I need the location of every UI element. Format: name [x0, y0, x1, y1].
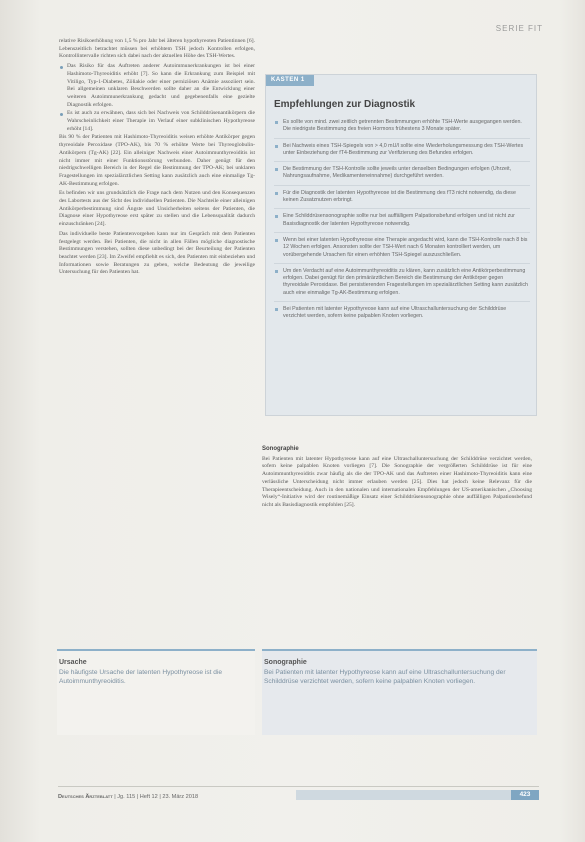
section-heading: Sonographie — [262, 446, 299, 452]
body-paragraph: Das individuelle beste Patientenvorgehen kann nur im Gespräch mit dem Patienten festgelegt werden. Bei Patienten, die nicht in allen Fällen mögliche diagnostische Bestimmungen verstehen, sollten diese unbedingt bei der Beurteilung der Patienten beachtet werden [23]. Im Zweifel empfiehlt es sich, den Patienten mit einbeziehen und Informationen sowie Beratungen zu geben, welche Bedeutung die jeweilige Untersuchung für den Patienten hat. — [59, 230, 255, 276]
summary-box-cause — [57, 649, 255, 735]
issue-info: | Jg. 115 | Heft 12 | 23. März 2018 — [114, 794, 199, 800]
intro-paragraph: relative Risikoerhöhung von 1,5 % pro Jahr bei älteren hypothyreoten Patientinnen [6]. Lebenszeitlich betrachtet müssen bei erhöhtem TSH jedoch Kontrollen erfolgen, Kontrollintervalle richten sich dabei nach der aktuellen Höhe des TSH-Wertes. — [59, 38, 255, 60]
summary-box-sonography — [262, 649, 537, 735]
summary-text: Bei Patienten mit latenter Hypothyreose kann auf eine Ultraschalluntersuchung der Schilddrüse verzichtet werden, sofern keine palpablen Knoten vorliegen. — [264, 669, 506, 685]
footer-bar — [296, 790, 539, 800]
magazine-name: Deutsches Ärzteblatt — [58, 794, 113, 800]
recommendation-item: Die Bestimmung der TSH-Kontrolle sollte jeweils unter denselben Bedingungen erfolgen (Uhrzeit, Nahrungsaufnahme, Medikamenteneinnahme) durchgeführt werden. — [274, 166, 530, 186]
recommendation-item: Für die Diagnostik der latenten Hypothyreose ist die Bestimmung des fT3 nicht notwendig, da diese keinen Zusatznutzen erbringt. — [274, 190, 530, 210]
summary-text: Die häufigste Ursache der latenten Hypothyreose ist die Autoimmunthyreoiditis. — [59, 669, 223, 685]
body-paragraph: Es befinden wir uns grundsätzlich die Frage nach dem Nutzen und den Konsequenzen des Labortests aus der Sicht des individuellen Patienten. Die Nachteile einer alleinigen Antikörperbestimmung sind Ängste und Unsicherheiten seitens der Patienten, die Diagnose einer Hypothyreose erst später zu stellen und die Lebensqualität dadurch einzuschränken [24]. — [59, 190, 255, 228]
recommendation-item: Bei Nachweis eines TSH-Spiegels von > 4,0 mU/l sollte eine Wiederholungsmessung des TSH-Wertes unter Einbeziehung der fT4-Bestimmung zur Verifizierung des Befundes erfolgen. — [274, 143, 530, 163]
footer-citation — [58, 794, 198, 800]
box-tag: KASTEN 1 — [266, 75, 314, 86]
body-paragraph: Bis 90 % der Patienten mit Hashimoto-Thyreoiditis weisen erhöhte Antikörper gegen thyreoidale Peroxidase (TPO-AK), bis 70 % erhöhte Werte bei Thyreoglobulin-Antikörpern (Tg-AK) [22]. Ein alleiniger Nachweis einer Autoimmunthyreoiditis ist nicht immer mit einer Funktionsstörung verbunden. Daher genügt für den niedrigschwelligen Bereich in der Regel die Bestimmung der TPO-AK; bei unklaren Fragestellungen im spezialärztlichen Setting kann zusätzlich auch eine einmalige Tg-AK-Bestimmung erfolgen. — [59, 134, 255, 187]
body-paragraph: Bei Patienten mit latenter Hypothyreose kann auf eine Ultraschalluntersuchung der Schilddrüse verzichtet werden, sofern keine palpablen Knoten vorliegen [7]. Die Sonographie der vergrößerten Schilddrüse ist für eine Autoimmunthyreoiditis zwar häufig als die der TPO-AK und das Auftreten einer Hashimoto-Thyreoiditis kann eine verlässliche Unterscheidung nicht immer erlauben werden [25]. Dies hat jedoch keine Relevanz für die Therapieentscheidung. Auch in den nationalen und internationalen Empfehlungen der US-amerikanischen „Choosing Wisely“-Initiative wird der routinemäßige Einsatz einer Schilddrüsensonographie ohne auffälligen Palpationsbefund nicht als Basisdiagnostik empfohlen [25]. — [262, 455, 532, 508]
recommendations-box — [265, 74, 537, 416]
page-number: 423 — [511, 790, 539, 800]
footer-divider — [58, 786, 539, 787]
summary-heading: Sonographie — [264, 659, 307, 666]
recommendation-item: Eine Schilddrüsensonographie sollte nur bei auffälligem Palpationsbefund erfolgen und ist nicht zur Basisdiagnostik der latenten Hypothyreose notwendig. — [274, 213, 530, 233]
summary-heading: Ursache — [59, 659, 87, 666]
left-text-column — [59, 38, 255, 279]
recommendation-item: Bei Patienten mit latenter Hypothyreose kann auf eine Ultraschalluntersuchung der Schilddrüse verzichtet werden, sofern keine palpablen Knoten vorliegen. — [274, 306, 530, 325]
recommendation-item: Wenn bei einer latenten Hypothyreose eine Therapie angedacht wird, kann die TSH-Kontrolle nach 8 bis 12 Wochen erfolgen. Ansonsten sollte der TSH-Wert nach 6 Monaten kontrolliert werden, um vorübergehende Ursachen für einen erhöhten TSH-Spiegel auszuschließen. — [274, 237, 530, 264]
running-head: SERIE FIT — [495, 24, 543, 33]
bullet-list — [59, 63, 255, 133]
box-title: Empfehlungen zur Diagnostik — [274, 99, 416, 110]
recommendation-item: Um den Verdacht auf eine Autoimmunthyreoiditis zu klären, kann zusätzlich eine Antikörperbestimmung erfolgen. Dabei genügt für den primärärztlichen Bereich die Bestimmung der Antikörper gegen thyreoidale Peroxidase. Bei persistierenden Fragestellungen im spezialärztlichen Setting kann zusätzlich auch eine einmalige Tg-AK-Bestimmung erfolgen. — [274, 268, 530, 302]
right-text-column — [262, 446, 532, 510]
recommendation-item: Es sollte von mind. zwei zeitlich getrennten Bestimmungen erhöhte TSH-Werte ausgegangen werden. Die niedrigste Bestimmung des freien Hormons frühestens 3 Monate später. — [274, 119, 530, 139]
bullet-item: Es ist auch zu erwähnen, dass sich bei Nachweis von Schilddrüsenantikörpern die Wahrscheinlichkeit einer Therapie im Verlauf einer subklinischen Hypothyreose erhöht [14]. — [67, 110, 255, 132]
recommendation-list — [274, 119, 530, 329]
bullet-item: Das Risiko für das Auftreten anderer Autoimmunerkrankungen ist bei einer Hashimoto-Thyreoiditis erhöht [7]. So kann die Erkrankung zum Beispiel mit Vitiligo, Typ-1-Diabetes, Zöliakie oder einer perniziösen Anämie assoziiert sein. Bei allgemeinen unklaren Beschwerden sollte daher an die Entwicklung einer weiteren Autoimmunerkrankung gedacht und gegebenenfalls eine gezielte Diagnostik erfolgen. — [67, 63, 255, 108]
